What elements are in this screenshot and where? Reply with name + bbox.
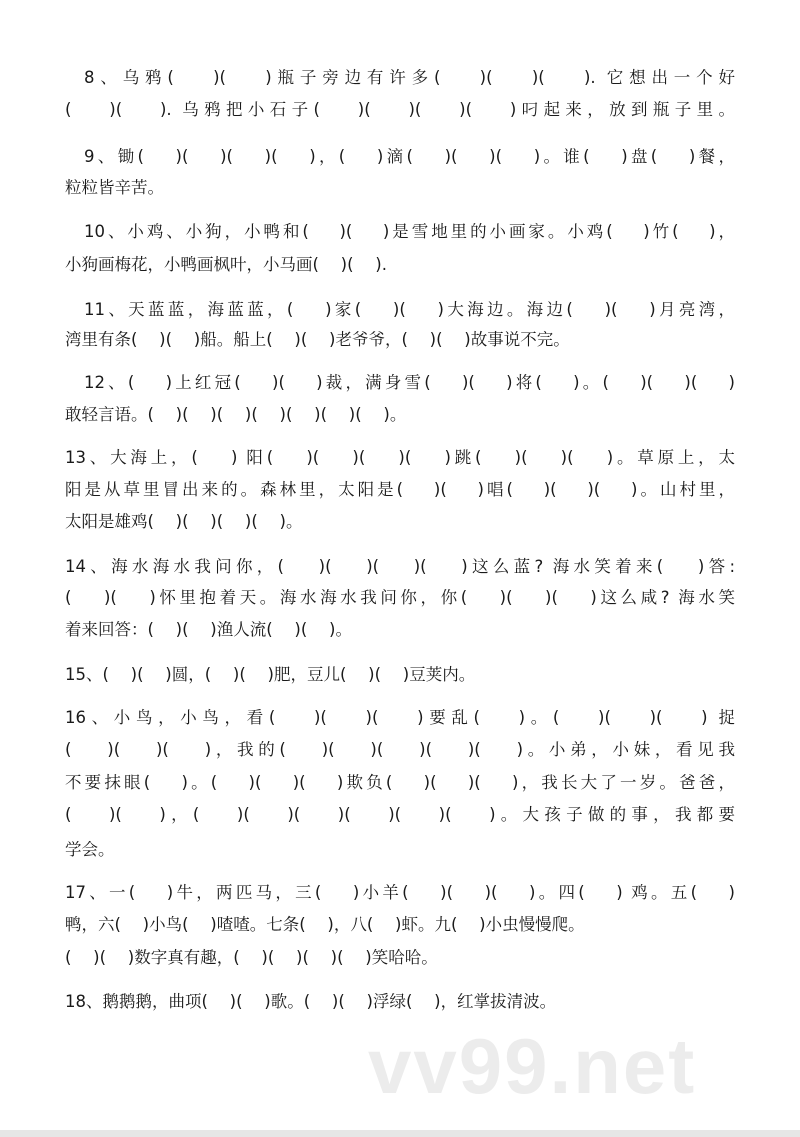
question-14-line-2: ( )( )怀里抱着天。海水海水我问你，你( )( )( )这么咸? 海水笑 xyxy=(65,588,735,607)
question-12-line-2: 敢轻言语。( )( )( )( )( )( )( )。 xyxy=(65,405,407,424)
question-10-line-1: 10、小鸡、小狗，小鸭和( )( )是雪地里的小画家。小鸡( )竹( )， xyxy=(84,222,735,241)
question-16-line-5: 学会。 xyxy=(65,840,115,859)
question-11-line-1: 11、天蓝蓝，海蓝蓝，( )家( )( )大海边。海边( )( )月亮湾， xyxy=(84,300,735,319)
question-15-line-1: 15、( )( )圆，( )( )肥，豆儿( )( )豆荚内。 xyxy=(65,665,476,684)
question-14-line-3: 着来回答：( )( )渔人流( )( )。 xyxy=(65,620,352,639)
watermark: vv99.net xyxy=(368,1022,697,1110)
question-16-line-2: ( )( )( )，我的( )( )( )( )( )。小弟，小妹，看见我 xyxy=(65,740,735,759)
question-16-line-4: ( )( )，( )( )( )( )( )( )。大孩子做的事，我都要 xyxy=(65,805,735,824)
question-17-line-1: 17、一( )牛，两匹马，三( )小羊( )( )( )。四( ) 鸡。五( ) xyxy=(65,883,735,902)
question-17-line-3: ( )( )数字真有趣，( )( )( )( )笑哈哈。 xyxy=(65,948,438,967)
question-18-line-1: 18、鹅鹅鹅，曲项( )( )歌。( )( )浮绿( )，红掌拔清波。 xyxy=(65,992,557,1011)
question-9-line-2: 粒粒皆辛苦。 xyxy=(65,178,164,197)
question-16-line-1: 16、小鸟，小鸟，看( )( )( )要乱( )。( )( )( ) 捉 xyxy=(65,708,735,727)
question-9-line-1: 9、锄( )( )( )( )，( )滴( )( )( )。谁( )盘( )餐， xyxy=(84,147,735,166)
question-13-line-3: 太阳是雄鸡( )( )( )( )。 xyxy=(65,512,303,531)
question-8-line-2: ( )( ). 乌鸦把小石子( )( )( )( )叼起来，放到瓶子里。 xyxy=(65,100,735,119)
question-8-line-1: 8、乌鸦( )( )瓶子旁边有许多( )( )( ). 它想出一个好 xyxy=(84,68,735,87)
question-10-line-2: 小狗画梅花，小鸭画枫叶，小马画( )( ). xyxy=(65,255,387,274)
page-bottom-edge xyxy=(0,1130,800,1137)
question-16-line-3: 不要抹眼( )。( )( )( )欺负( )( )( )，我长大了一岁。爸爸， xyxy=(65,773,735,792)
question-17-line-2: 鸭，六( )小鸟( )喳喳。七条( )，八( )虾。九( )小虫慢慢爬。 xyxy=(65,915,585,934)
question-11-line-2: 湾里有条( )( )船。船上( )( )老爷爷，( )( )故事说不完。 xyxy=(65,330,570,349)
question-13-line-2: 阳是从草里冒出来的。森林里，太阳是( )( )唱( )( )( )。山村里， xyxy=(65,480,735,499)
question-12-line-1: 12、( )上红冠( )( )裁，满身雪( )( )将( )。( )( )( ) xyxy=(84,373,735,392)
question-14-line-1: 14、海水海水我问你，( )( )( )( )这么蓝? 海水笑着来( )答: xyxy=(65,557,735,576)
question-13-line-1: 13、大海上，( ) 阳( )( )( )( )跳( )( )( )。草原上，太 xyxy=(65,448,735,467)
